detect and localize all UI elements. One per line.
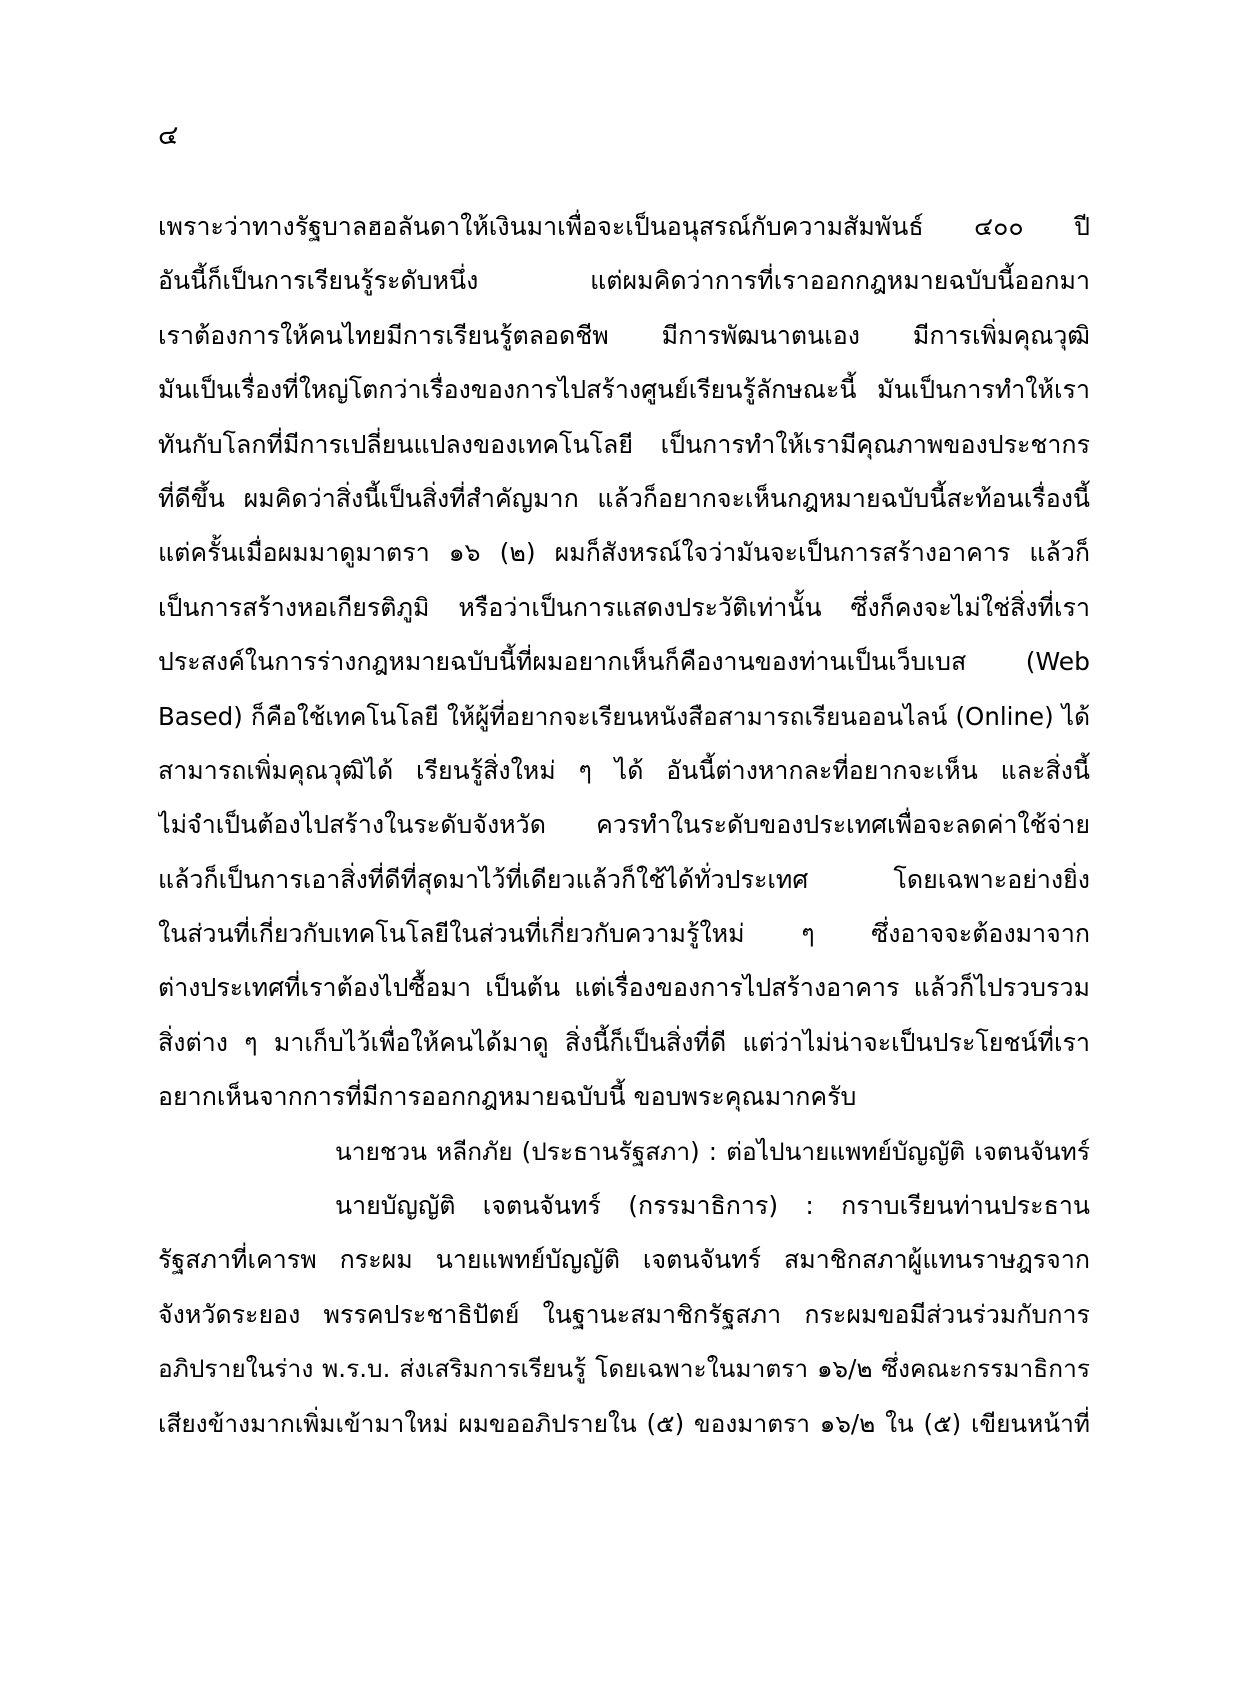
text-line: รัฐสภาที่เคารพ กระผม นายแพทย์บัญญัติ เจตนจันทร์ สมาชิกสภาผู้แทนราษฎรจาก <box>158 1245 1090 1275</box>
text-line: เพราะว่าทางรัฐบาลฮอลันดาให้เงินมาเพื่อจะเป็นอนุสรณ์กับความสัมพันธ์ ๔๐๐ ปี <box>158 212 1090 241</box>
text-line: Based) ก็คือใช้เทคโนโลยี ให้ผู้ที่อยากจะเรียนหนังสือสามารถเรียนออนไลน์ (Online) ได้ <box>158 701 1090 731</box>
text-line: เราต้องการให้คนไทยมีการเรียนรู้ตลอดชีพ มีการพัฒนาตนเอง มีการเพิ่มคุณวุฒิ <box>158 320 1090 350</box>
text-line: อันนี้ก็เป็นการเรียนรู้ระดับหนึ่ง แต่ผมคิดว่าการที่เราออกกฎหมายฉบับนี้ออกมา <box>158 266 1090 296</box>
text-line: เป็นการสร้างหอเกียรติภูมิ หรือว่าเป็นการแสดงประวัติเท่านั้น ซึ่งก็คงจะไม่ใช่สิ่งที่เรา <box>158 592 1090 622</box>
text-line: อยากเห็นจากการที่มีการออกกฎหมายฉบับนี้ ขอบพระคุณมากครับ <box>158 1082 857 1112</box>
text-line: เสียงข้างมากเพิ่มเข้ามาใหม่ ผมขออภิปรายใน (๕) ของมาตรา ๑๖/๒ ใน (๕) เขียนหน้าที่ <box>158 1408 1090 1438</box>
paragraph-speech <box>158 1233 1090 1451</box>
document-body <box>158 200 1090 1451</box>
text-line: มันเป็นเรื่องที่ใหญ่โตกว่าเรื่องของการไปสร้างศูนย์เรียนรู้ลักษณะนี้ มันเป็นการทำให้เรา <box>158 375 1090 405</box>
text-line: จังหวัดระยอง พรรคประชาธิปัตย์ ในฐานะสมาชิกรัฐสภา กระผมขอมีส่วนร่วมกับการ <box>158 1299 1090 1329</box>
speaker-line-committee: นายบัญญัติ เจตนจันทร์ (กรรมาธิการ) : กราบเรียนท่านประธาน <box>335 1191 1090 1221</box>
text-line: ที่ดีขึ้น ผมคิดว่าสิ่งนี้เป็นสิ่งที่สำคัญมาก แล้วก็อยากจะเห็นกฎหมายฉบับนี้สะท้อนเรื่องนี้ <box>158 483 1090 513</box>
text-line: ทันกับโลกที่มีการเปลี่ยนแปลงของเทคโนโลยี เป็นการทำให้เรามีคุณภาพของประชากร <box>158 429 1090 459</box>
text-line: ประสงค์ในการร่างกฎหมายฉบับนี้ที่ผมอยากเห็นก็คืองานของท่านเป็นเว็บเบส (Web <box>158 647 1090 677</box>
text-line: สิ่งต่าง ๆ มาเก็บไว้เพื่อให้คนได้มาดู สิ่งนี้ก็เป็นสิ่งที่ดี แต่ว่าไม่น่าจะเป็นประโยชน์ที่เรา <box>158 1027 1090 1057</box>
text-line: ไม่จำเป็นต้องไปสร้างในระดับจังหวัด ควรทำในระดับของประเทศเพื่อจะลดค่าใช้จ่าย <box>158 810 1090 840</box>
text-line: แล้วก็เป็นการเอาสิ่งที่ดีที่สุดมาไว้ที่เดียวแล้วก็ใช้ได้ทั่วประเทศ โดยเฉพาะอย่างยิ่ง <box>158 864 1090 894</box>
text-line: แต่ครั้นเมื่อผมมาดูมาตรา ๑๖ (๒) ผมก็สังหรณ์ใจว่ามันจะเป็นการสร้างอาคาร แล้วก็ <box>158 538 1090 568</box>
text-line: สามารถเพิ่มคุณวุฒิได้ เรียนรู้สิ่งใหม่ ๆ ได้ อันนี้ต่างหากละที่อยากจะเห็น และสิ่งนี้ <box>158 755 1090 785</box>
speaker-line-chairman: นายชวน หลีกภัย (ประธานรัฐสภา) : ต่อไปนายแพทย์บัญญัติ เจตนจันทร์ <box>335 1136 1090 1166</box>
page-number: ๔ <box>158 120 179 151</box>
text-line: ต่างประเทศที่เราต้องไปซื้อมา เป็นต้น แต่เรื่องของการไปสร้างอาคาร แล้วก็ไปรวบรวม <box>158 973 1090 1003</box>
paragraph-continuation <box>158 200 1090 1125</box>
text-line: ในส่วนที่เกี่ยวกับเทคโนโลยีในส่วนที่เกี่ยวกับความรู้ใหม่ ๆ ซึ่งอาจจะต้องมาจาก <box>158 919 1090 949</box>
text-line: อภิปรายในร่าง พ.ร.บ. ส่งเสริมการเรียนรู้ โดยเฉพาะในมาตรา ๑๖/๒ ซึ่งคณะกรรมาธิการ <box>158 1354 1090 1384</box>
